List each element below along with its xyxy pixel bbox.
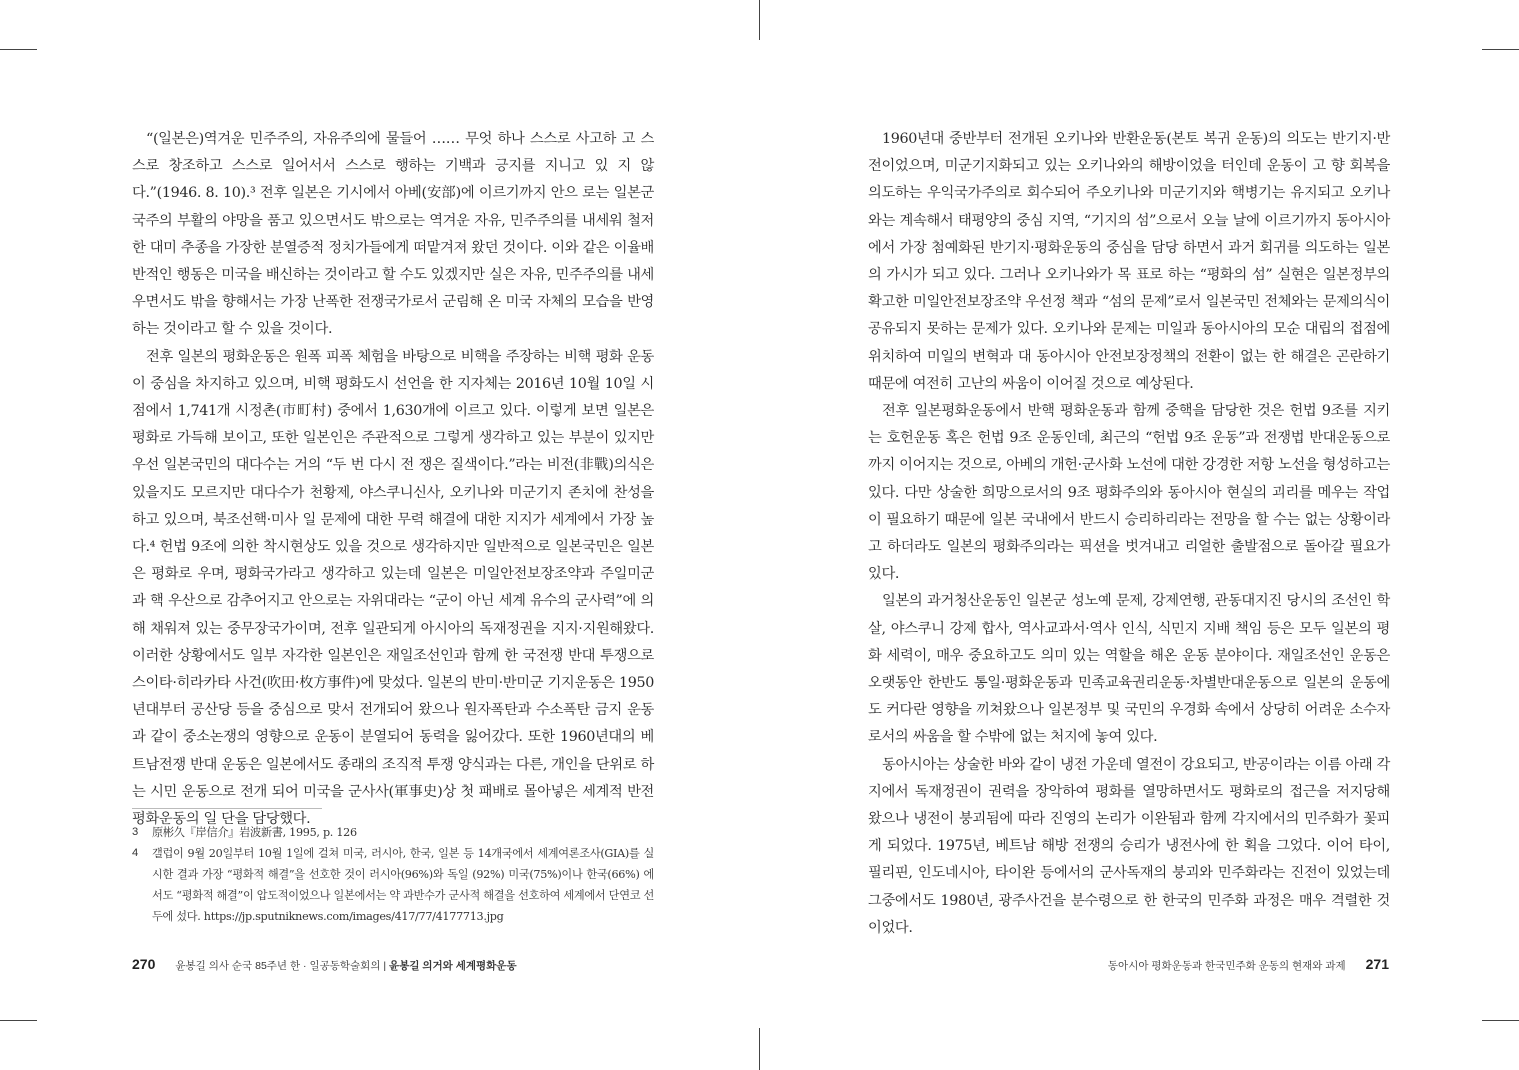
paragraph: 전후 일본의 평화운동은 원폭 피폭 체험을 바탕으로 비핵을 주장하는 비핵 평화 운동이 중심을 차지하고 있으며, 비핵 평화도시 선언을 한 지자체는 2016년 10월 10일 시점에서 1,741개 시정촌(市町村) 중에서 1,630개에 이르고 있다. 이렇게 보면 일본은 평화로 가득해 보이고, 또한 일본인은 주관적으로 그렇게 생각하고 있는 부분이 있지만 우선 일본국민의 대다수는 거의 “두 번 다시 전 쟁은 질색이다.”라는 비전(非戰)의식은 있을지도 모르지만 대다수가 천황제, 야스쿠니신사, 오키나와 미군기지 존치에 찬성을 하고 있으며, 북조선핵·미사 일 문제에 대한 무력 해결에 대한 지지가 세계에서 가장 높다.⁴ 헌법 9조에 의한 착시현상도 있을 것으로 생각하지만 일반적으로 일본국민은 일본은 평화로 우며, 평화국가라고 생각하고 있는데 일본은 미일안전보장조약과 주일미군과 핵 우산으로 감추어지고 안으로는 자위대라는 “군이 아닌 세계 유수의 군사력”에 의해 채워져 있는 중무장국가이며, 전후 일관되게 아시아의 독재정권을 지지·지원해왔다. 이러한 상황에서도 일부 자각한 일본인은 재일조선인과 함께 한 국전쟁 반대 투쟁으로 스이타·히라카타 사건(吹田·枚方事件)에 맞섰다. 일본의 반미·반미군 기지운동은 1950년대부터 공산당 등을 중심으로 맞서 전개되어 왔으나 원자폭탄과 수소폭탄 금지 운동과 같이 중소논쟁의 영향으로 운동이 분열되어 동력을 잃어갔다. 또한 1960년대의 베트남전쟁 반대 운동은 일본에서도 종래의 조직적 투쟁 양식과는 다른, 개인을 단위로 하는 시민 운동으로 전개 되어 미국을 군사사(軍事史)상 첫 패배로 몰아넣은 세계적 반전평화운동의 일 단을 담당했다. [132, 348, 654, 828]
footnote-number: 3 [132, 826, 138, 838]
footnotes [132, 822, 654, 927]
footnote-text: 갤럽이 9월 20일부터 10월 1일에 걸쳐 미국, 러시아, 한국, 일본 등 14개국에서 세계여론조사(GIA)를 실시한 결과 가장 “평화적 해결”을 선호한 것이 러시아(96%)와 독일 (92%) 미국(75%)이나 한국(66%) 에서도 “평화적 해결”이 압도적이었으나 일본에서는 약 과반수가 군사적 해결을 선호하여 세계에서 단연코 선두에 섰다. https://jp.sputniknews.com/images/417/77/4177713.jpg [152, 847, 654, 923]
paragraph: “(일본은)역겨운 민주주의, 자유주의에 물들어 …… 무엇 하나 스스로 사고하 고 스스로 창조하고 스스로 일어서서 스스로 행하는 기백과 긍지를 지니고 있 지 않다.”(1946. 8. 10).³ 전후 일본은 기시에서 아베(安部)에 이르기까지 안으 로는 일본군국주의 부활의 야망을 품고 있으면서도 밖으로는 역겨운 자유, 민주주의를 내세워 철저한 대미 추종을 가장한 분열증적 정치가들에게 떠맡겨져 왔던 것이다. 이와 같은 이율배반적인 행동은 미국을 배신하는 것이라고 할 수도 있겠지만 실은 자유, 민주주의를 내세우면서도 밖을 향해서는 가장 난폭한 전쟁국가로서 군림해 온 미국 자체의 모습을 반영하는 것이라고 할 수 있을 것이다. [132, 131, 654, 338]
left-folio [132, 956, 517, 973]
paragraph: 일본의 과거청산운동인 일본군 성노예 문제, 강제연행, 관동대지진 당시의 조선인 학살, 야스쿠니 강제 합사, 역사교과서·역사 인식, 식민지 지배 책임 등은 모두 일본의 평화 세력이, 매우 중요하고도 의미 있는 역할을 해온 운동 분야이다. 재일조선인 운동은 오랫동안 한반도 통일·평화운동과 민족교육권리운동·차별반대운동으로 일본의 운동에도 커다란 영향을 끼쳐왔으나 일본정부 및 국민의 우경화 속에서 상당히 어려운 소수자로서의 싸움을 할 수밖에 없는 처지에 놓여 있다. [868, 593, 1390, 746]
footnote-text: 原彬久『岸信介』岩波新書, 1995, p. 126 [152, 826, 357, 839]
paragraph: 동아시아는 상술한 바와 같이 냉전 가운데 열전이 강요되고, 반공이라는 이름 아래 각지에서 독재정권이 권력을 장악하여 평화를 열망하면서도 평화로의 접근을 저지당해 왔으나 냉전이 붕괴됨에 따라 진영의 논리가 이완됨과 함께 각지에서의 민주화가 꽃피게 되었다. 1975년, 베트남 해방 전쟁의 승리가 냉전사에 한 획을 그었다. 이어 타이, 필리핀, 인도네시아, 타이완 등에서의 군사독재의 붕괴와 민주화라는 진전이 있었는데 그중에서도 1980년, 광주사건을 분수령으로 한 한국의 민주화 과정은 매우 격렬한 것이었다. [868, 756, 1390, 936]
running-head: 동아시아 평화운동과 한국민주화 운동의 현재와 과제 [1107, 960, 1346, 972]
left-body-text [132, 126, 654, 833]
right-body-text [868, 126, 1390, 942]
running-head: 윤봉길 의사 순국 85주년 한 · 일공동학술회의 | [175, 960, 387, 972]
footnote-number: 4 [132, 847, 138, 859]
paragraph: 1960년대 중반부터 전개된 오키나와 반환운동(본토 복귀 운동)의 의도는 반기지·반전이었으며, 미군기지화되고 있는 오키나와의 해방이었을 터인데 운동이 고 향 회복을 의도하는 우익국가주의로 회수되어 주오키나와 미군기지와 핵병기는 유지되고 오키나와는 계속해서 태평양의 중심 지역, “기지의 섬”으로서 오늘 날에 이르기까지 동아시아에서 가장 첨예화된 반기지·평화운동의 중심을 담당 하면서 과거 회귀를 의도하는 일본의 가시가 되고 있다. 그러나 오키나와가 목 표로 하는 “평화의 섬” 실현은 일본정부의 확고한 미일안전보장조약 우선정 책과 “섬의 문제”로서 일본국민 전체와는 문제의식이 공유되지 못하는 문제가 있다. 오키나와 문제는 미일과 동아시아의 모순 대립의 접점에 위치하여 미일의 변혁과 대 동아시아 안전보장정책의 전환이 없는 한 해결은 곤란하기 때문에 여전히 고난의 싸움이 이어질 것으로 예상된다. [868, 131, 1390, 392]
running-head-title: 윤봉길 의거와 세계평화운동 [389, 960, 517, 972]
right-page [760, 0, 1519, 1070]
footnote [132, 822, 654, 843]
footnote [132, 843, 654, 927]
right-folio [1108, 956, 1389, 973]
page-number: 271 [1365, 956, 1389, 972]
paragraph: 전후 일본평화운동에서 반핵 평화운동과 함께 중핵을 담당한 것은 헌법 9조를 지키는 호헌운동 혹은 헌법 9조 운동인데, 최근의 “헌법 9조 운동”과 전쟁법 반대운동으로까지 이어지는 것으로, 아베의 개헌·군사화 노선에 대한 강경한 저항 노선을 형성하고는 있다. 다만 상술한 희망으로서의 9조 평화주의와 동아시아 현실의 괴리를 메우는 작업이 필요하기 때문에 일본 국내에서 반드시 승리하리라는 전망을 할 수는 없는 상황이라고 하더라도 일본의 평화주의라는 픽션을 벗겨내고 리얼한 출발점으로 돌아갈 필요가 있다. [868, 403, 1390, 583]
page-number: 270 [132, 956, 156, 972]
footnote-divider [132, 808, 322, 809]
